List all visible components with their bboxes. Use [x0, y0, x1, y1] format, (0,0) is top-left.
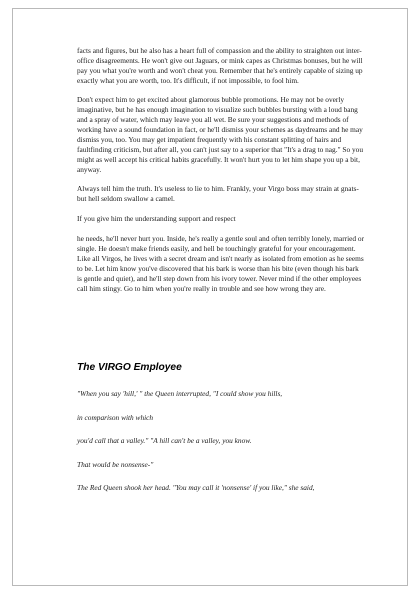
- quote-line: The Red Queen shook her head. "You may call it 'nonsense' if you like," she said,: [77, 483, 315, 493]
- epigraph-quote: [77, 389, 365, 493]
- quote-line: in comparison with which: [77, 412, 154, 422]
- page: [12, 8, 408, 586]
- body-paragraph: Always tell him the truth. It's useless to lie to him. Frankly, your Virgo boss may strain at gnats-but hell seldom swallow a camel.: [77, 184, 359, 204]
- body-paragraph: facts and figures, but he also has a heart full of compassion and the ability to straighten out inter-office disagreements. He won't give out Jaguars, or mink capes as Christmas bonuses, but he will pay you what you're worth and won't cheat you. Remember that he's entirely capable of sizing up exactly what you are worth, too. It's difficult, if not impossible, to fool him.: [77, 46, 363, 85]
- page-content: [77, 46, 365, 507]
- body-paragraph: Don't expect him to get excited about glamorous bubble promotions. He may not be overly imaginative, but he has enough imagination to visualize such bubbles bursting with a loud bang and a spray of water, which may leave you all wet. Be sure your suggestions and methods of working have a sound foundation in fact, or he'll dismiss your schemes as daydreams and he may dismiss you, too. You may get impatient frequently with his constant splitting of hairs and faultfinding criticism, but after all, you can't just say to a superior that "It's a drag to nag." So you might as well accept his critical habits gracefully. It won't hurt you to let him shape you up a bit, anyway.: [77, 95, 364, 174]
- body-paragraph: he needs, he'll never hurt you. Inside, he's really a gentle soul and often terribly lonely, married or single. He doesn't make friends easily, and hell be touchingly grateful for your encouragement. Like all Virgos, he lives with a secret dream and isn't nearly as isolated from emotion as he seems to be. Let him know you've discovered that his bark is worse than his bite (even though his bark is gentle and quiet), and he'll step down from his ivory tower. Never mind if the other employees call him stingy. Go to him when you're really in trouble and see how wrong they are.: [77, 233, 365, 293]
- quote-line: you'd call that a valley." "A hill can't be a valley, you know.: [77, 436, 252, 446]
- quote-line: That would be nonsense-": [77, 459, 154, 469]
- section-heading: The VIRGO Employee: [77, 362, 182, 374]
- quote-line: "When you say 'hill,' " the Queen interrupted, "I could show you hills,: [77, 389, 283, 399]
- body-paragraph: If you give him the understanding support and respect: [77, 214, 236, 224]
